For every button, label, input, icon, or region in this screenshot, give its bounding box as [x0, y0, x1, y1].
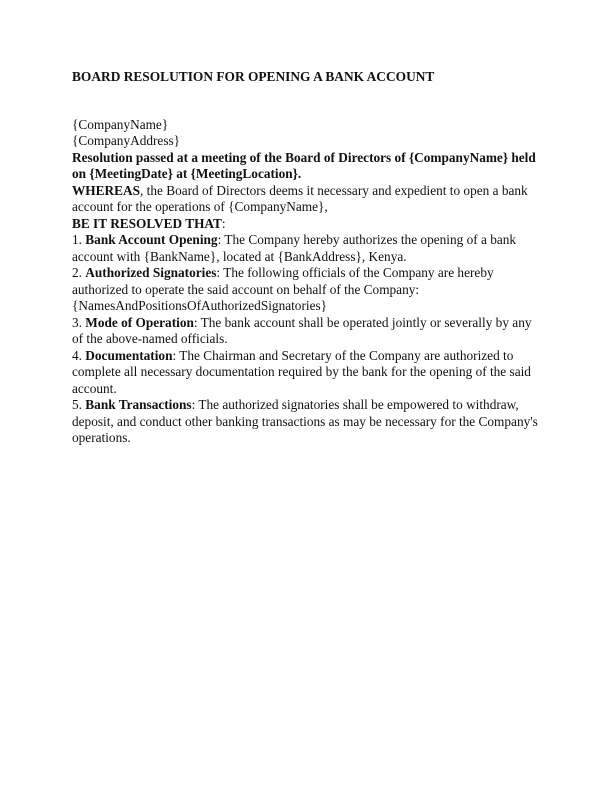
resolution-item-2 — [72, 265, 540, 298]
whereas-text: , the Board of Directors deems it necessary and expedient to open a bank account for the operations of {CompanyName}, — [72, 182, 528, 214]
whereas-clause — [72, 183, 540, 216]
company-name-placeholder: {CompanyName} — [72, 116, 169, 132]
item-2-label: Authorized Signatories — [85, 265, 217, 280]
item-1-label: Bank Account Opening — [85, 232, 218, 247]
item-1-text: : The Company hereby authorizes the opening of a bank account with {BankName}, located at {BankAddress}, Kenya. — [72, 232, 517, 264]
item-4-text: : The Chairman and Secretary of the Company are authorized to complete all necessary documentation required by the bank for the opening of the said account. — [72, 347, 531, 396]
resolved-heading-label: BE IT RESOLVED THAT — [72, 215, 222, 231]
item-3-number: 3. — [72, 314, 86, 330]
resolved-heading-suffix: : — [221, 215, 226, 231]
resolution-statement: Resolution passed at a meeting of the Board of Directors of {CompanyName} held on {MeetingDate} at {MeetingLocation}. — [72, 149, 536, 181]
item-3-label: Mode of Operation — [85, 314, 194, 330]
resolution-item-5 — [72, 397, 540, 447]
resolution-item-3 — [72, 315, 540, 348]
item-1-number: 1. — [72, 232, 86, 247]
resolution-item-1 — [72, 232, 540, 265]
document-title: BOARD RESOLUTION FOR OPENING A BANK ACCOUNT — [72, 69, 435, 84]
item-5-number: 5. — [72, 397, 86, 412]
item-5-label: Bank Transactions — [85, 397, 192, 412]
whereas-label: WHEREAS — [72, 182, 140, 198]
resolved-heading — [72, 216, 540, 233]
company-address-placeholder: {CompanyAddress} — [72, 133, 181, 148]
signatories-placeholder: {NamesAndPositionsOfAuthorizedSignatories} — [72, 298, 328, 313]
item-3-text: : The bank account shall be operated jointly or severally by any of the above-named officials. — [72, 314, 532, 346]
item-2-text: : The following officials of the Company are hereby authorized to operate the said account on behalf of the Company: — [72, 265, 494, 297]
item-4-number: 4. — [72, 347, 86, 363]
item-4-label: Documentation — [85, 347, 173, 363]
item-2-number: 2. — [72, 265, 86, 280]
item-5-text: : The authorized signatories shall be empowered to withdraw, deposit, and conduct other banking transactions as may be necessary for the Company's operations. — [72, 397, 538, 445]
resolution-item-4 — [72, 348, 540, 398]
